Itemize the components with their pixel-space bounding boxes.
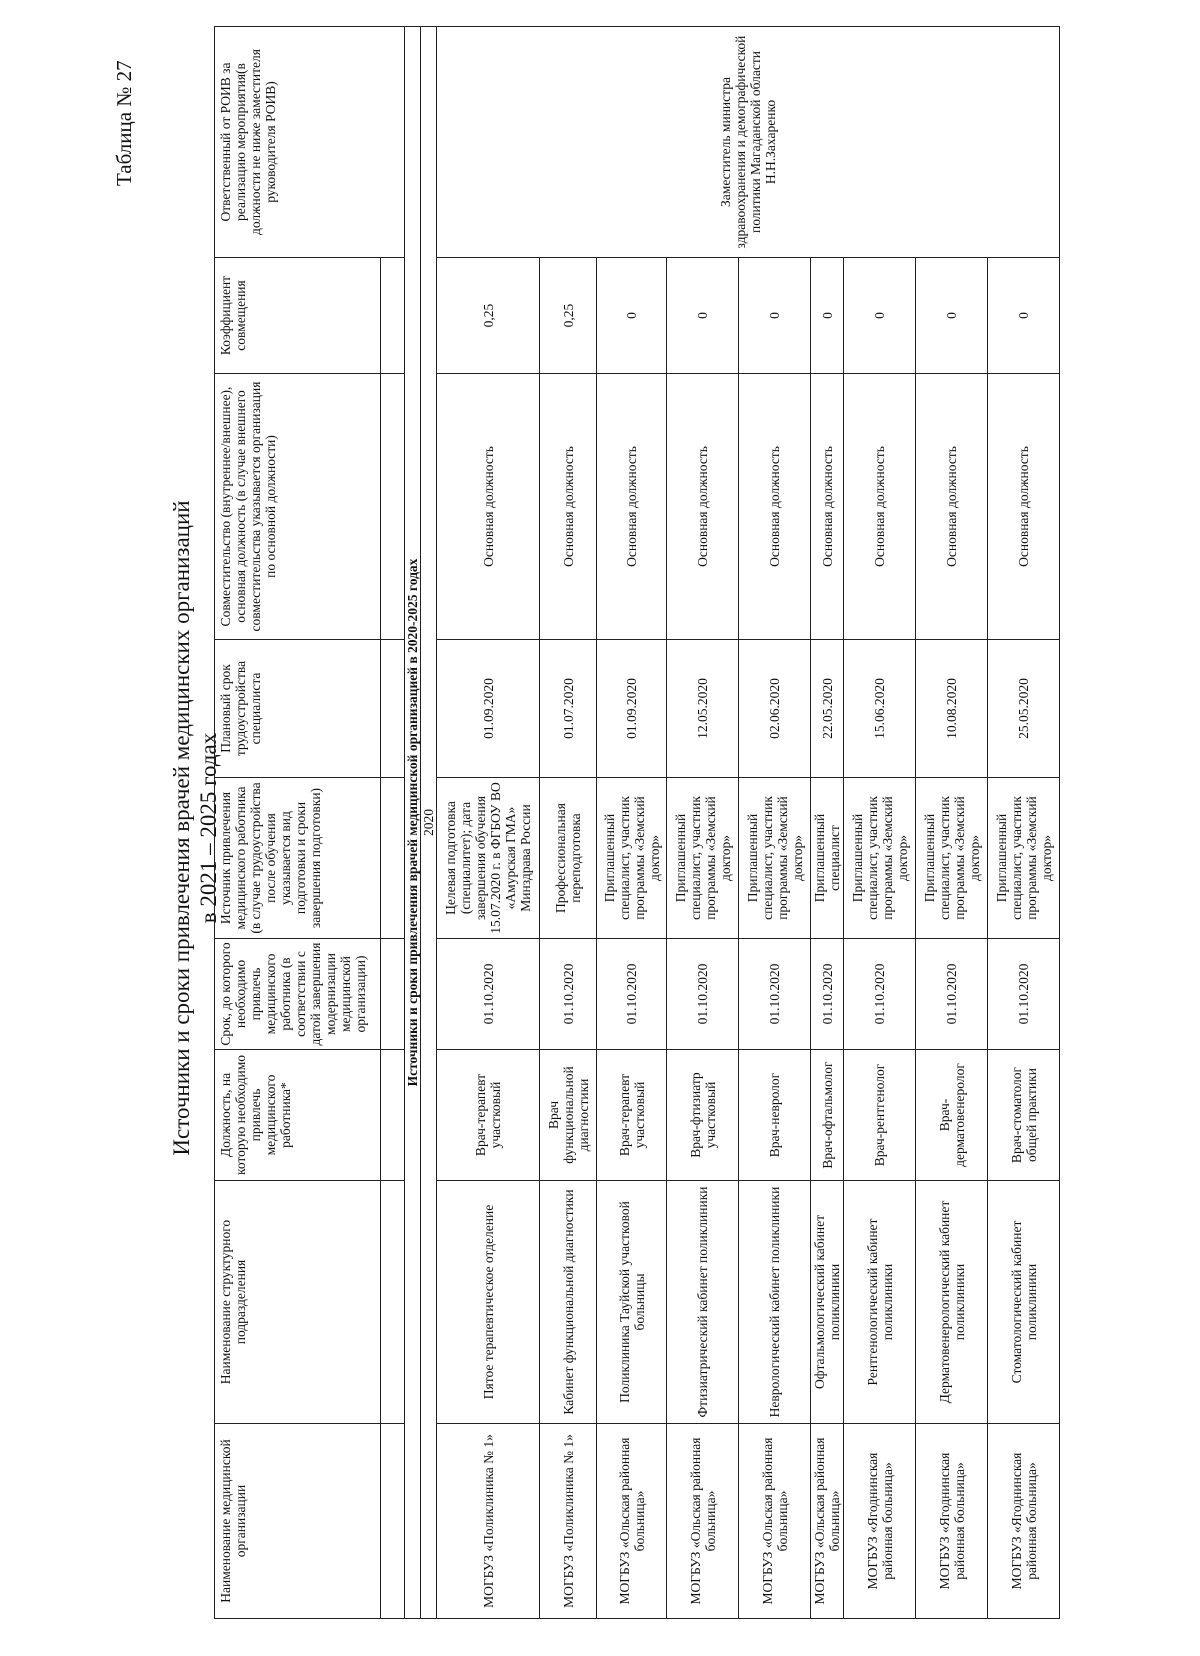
combo-cell: Основная должность: [540, 374, 597, 640]
table-row: [916, 27, 988, 1619]
header-org: Наименование медицинской организации: [215, 1424, 381, 1619]
deadline-cell: 01.10.2020: [988, 939, 1060, 1050]
coef-cell: 0: [597, 258, 667, 374]
source-cell: Приглашенный специалист, участник программы «Земский доктор»: [597, 778, 667, 939]
combo-cell: Основная должность: [811, 374, 844, 640]
position-cell: Врач-терапевт участковый: [437, 1050, 540, 1181]
unit-cell: Стоматологический кабинет поликлиники: [988, 1181, 1060, 1424]
header-unit: Наименование структурного подразделения: [215, 1181, 381, 1424]
planned-cell: 01.09.2020: [437, 640, 540, 778]
deadline-cell: 01.10.2020: [811, 939, 844, 1050]
org-cell: МОГБУЗ «Ольская районная больница»: [811, 1424, 844, 1619]
section-row: [405, 27, 421, 1619]
position-cell: Врач функциональной диагностики: [540, 1050, 597, 1181]
planned-cell: 02.06.2020: [739, 640, 811, 778]
unit-cell: Кабинет функциональной диагностики: [540, 1181, 597, 1424]
unit-cell: Пятое терапевтическое отделение: [437, 1181, 540, 1424]
deadline-cell: 01.10.2020: [437, 939, 540, 1050]
table-row: [667, 27, 739, 1619]
source-cell: Профессиональная переподготовка: [540, 778, 597, 939]
combo-cell: Основная должность: [988, 374, 1060, 640]
position-cell: Врач-терапевт участковый: [597, 1050, 667, 1181]
unit-cell: Офтальмологический кабинет поликлиники: [811, 1181, 844, 1424]
coef-cell: 0: [916, 258, 988, 374]
combo-cell: Основная должность: [916, 374, 988, 640]
planned-cell: 25.05.2020: [988, 640, 1060, 778]
planned-cell: 12.05.2020: [667, 640, 739, 778]
combo-cell: Основная должность: [437, 374, 540, 640]
org-cell: МОГБУЗ «Ольская районная больница»: [739, 1424, 811, 1619]
coef-cell: 0,25: [437, 258, 540, 374]
coef-cell: 0,25: [540, 258, 597, 374]
org-cell: МОГБУЗ «Поликлиника № 1»: [437, 1424, 540, 1619]
position-cell: Врач-дерматовенеролог: [916, 1050, 988, 1181]
coef-cell: 0: [811, 258, 844, 374]
combo-cell: Основная должность: [597, 374, 667, 640]
unit-cell: Рентгенологический кабинет поликлиники: [844, 1181, 916, 1424]
planned-cell: 01.09.2020: [597, 640, 667, 778]
position-cell: Врач-рентгенолог: [844, 1050, 916, 1181]
year-row: [421, 27, 437, 1619]
org-cell: МОГБУЗ «Ягоднинская районная больница»: [916, 1424, 988, 1619]
combo-cell: Основная должность: [667, 374, 739, 640]
position-cell: Врач-фтизиатр участковый: [667, 1050, 739, 1181]
source-cell: Приглашенный специалист: [811, 778, 844, 939]
source-cell: Целевая подготовка (специалитет); дата завершения обучения 15.07.2020 г. в ФГБОУ ВО «Амурская ГМА» Минздрава России: [437, 778, 540, 939]
doctors-table: [214, 26, 1060, 1619]
year-label: 2020: [421, 27, 437, 1619]
deadline-cell: 01.10.2020: [597, 939, 667, 1050]
planned-cell: 15.06.2020: [844, 640, 916, 778]
position-cell: Врач-офтальмолог: [811, 1050, 844, 1181]
deadline-cell: 01.10.2020: [916, 939, 988, 1050]
position-cell: Врач-стоматолог общей практики: [988, 1050, 1060, 1181]
position-cell: Врач-невролог: [739, 1050, 811, 1181]
header-responsible: Ответственный от РОИВ за реализацию мероприятия(в должности не ниже заместителя руководителя РОИВ): [215, 27, 405, 258]
source-cell: Приглашенный специалист, участник программы «Земский доктор»: [988, 778, 1060, 939]
header-position: Должность, на которую необходимо привлечь медицинского работника*: [215, 1050, 381, 1181]
table-row: [597, 27, 667, 1619]
table-body: [437, 27, 1060, 1619]
deadline-cell: 01.10.2020: [667, 939, 739, 1050]
table-row: [811, 27, 844, 1619]
section-title: Источники и сроки привлечения врачей медицинской организацией в 2020-2025 годах: [405, 27, 421, 1619]
unit-cell: Фтизиатрический кабинет поликлиники: [667, 1181, 739, 1424]
unit-cell: Неврологический кабинет поликлиники: [739, 1181, 811, 1424]
planned-cell: 01.07.2020: [540, 640, 597, 778]
header-row: [215, 27, 381, 1619]
combo-cell: Основная должность: [844, 374, 916, 640]
coef-cell: 0: [667, 258, 739, 374]
source-cell: Приглашенный специалист, участник программы «Земский доктор»: [667, 778, 739, 939]
title-line-1: Источники и сроки привлечения врачей медицинских организаций: [169, 500, 194, 1156]
header-planned: Плановый срок трудоустройства специалиста: [215, 640, 381, 778]
source-cell: Приглашенный специалист, участник программы «Земский доктор»: [739, 778, 811, 939]
table-row: [437, 27, 540, 1619]
source-cell: Приглашенный специалист, участник программы «Земский доктор»: [844, 778, 916, 939]
header-source: Источник привлечения медицинского работника (в случае трудоустройства после обучения указывается вид подготовки и сроки завершения подготовки): [215, 778, 381, 939]
title-line-2: в 2021 – 2025 годах: [196, 732, 221, 924]
header-gap-row: [381, 27, 405, 1619]
org-cell: МОГБУЗ «Ольская районная больница»: [667, 1424, 739, 1619]
deadline-cell: 01.10.2020: [739, 939, 811, 1050]
coef-cell: 0: [988, 258, 1060, 374]
table-row: [988, 27, 1060, 1619]
table-number: Таблица № 27: [112, 60, 136, 186]
header-combo: Совместительство (внутреннее/внешнее), основная должность (в случае внешнего совместительства указывается организация по основной должности): [215, 374, 381, 640]
coef-cell: 0: [844, 258, 916, 374]
responsible-cell: Заместитель министра здравоохранения и демографической политики Магаданской области Н.Н.Захаренко: [437, 27, 1060, 258]
table-row: [739, 27, 811, 1619]
header-coef: Коэффициент совмещения: [215, 258, 381, 374]
header-deadline: Срок, до которого необходимо привлечь медицинского работника (в соответствии с датой завершения модернизации медицинской организации): [215, 939, 381, 1050]
unit-cell: Дерматовенерологический кабинет поликлиники: [916, 1181, 988, 1424]
planned-cell: 10.08.2020: [916, 640, 988, 778]
org-cell: МОГБУЗ «Поликлиника № 1»: [540, 1424, 597, 1619]
org-cell: МОГБУЗ «Ягоднинская районная больница»: [988, 1424, 1060, 1619]
deadline-cell: 01.10.2020: [844, 939, 916, 1050]
table-row: [540, 27, 597, 1619]
source-cell: Приглашенный специалист, участник программы «Земский доктор»: [916, 778, 988, 939]
combo-cell: Основная должность: [739, 374, 811, 640]
org-cell: МОГБУЗ «Ольская районная больница»: [597, 1424, 667, 1619]
deadline-cell: 01.10.2020: [540, 939, 597, 1050]
org-cell: МОГБУЗ «Ягоднинская районная больница»: [844, 1424, 916, 1619]
table-row: [844, 27, 916, 1619]
coef-cell: 0: [739, 258, 811, 374]
planned-cell: 22.05.2020: [811, 640, 844, 778]
unit-cell: Поликлиника Тауйской участковой больницы: [597, 1181, 667, 1424]
